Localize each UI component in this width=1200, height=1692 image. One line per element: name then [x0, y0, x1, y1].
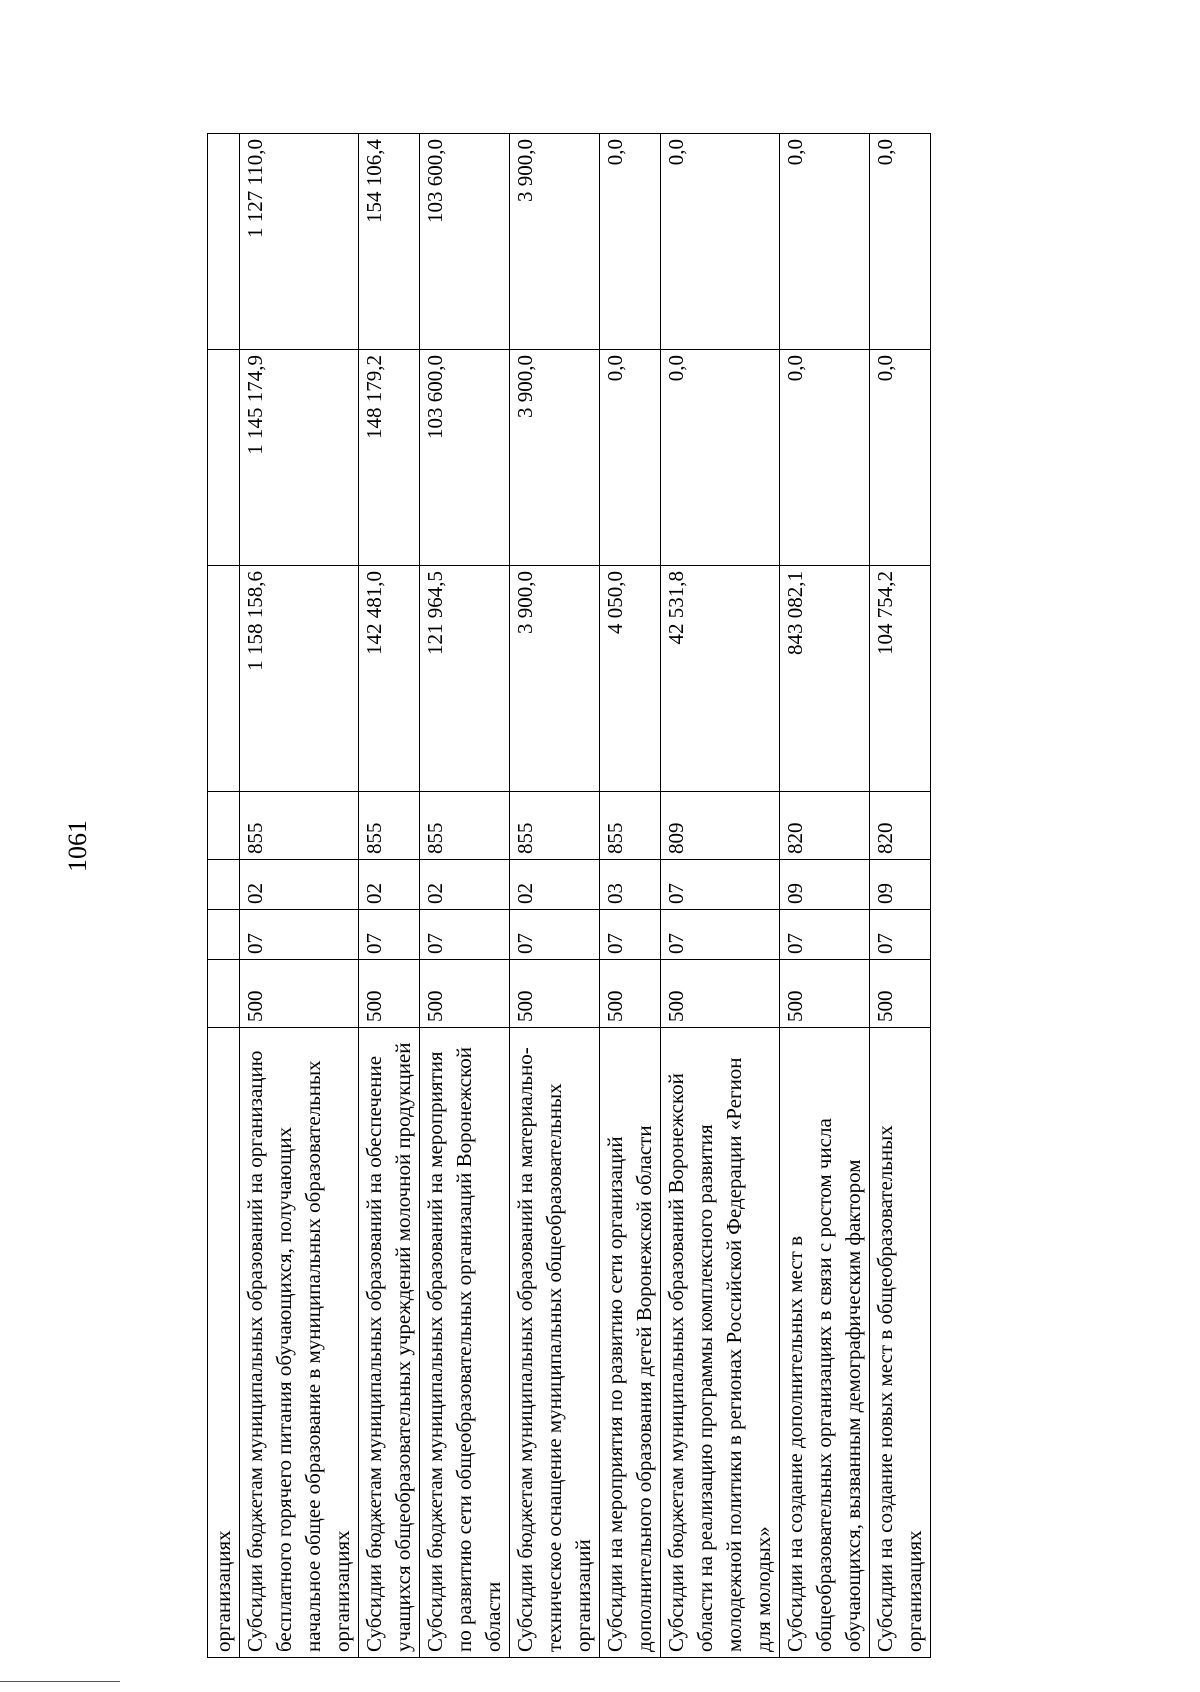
budget-table-body — [208, 134, 931, 1658]
cell-subsection: 09 — [780, 860, 870, 910]
cell-year-3: 154 106,4 — [359, 134, 420, 350]
table-row — [510, 134, 600, 1658]
cell-section: 07 — [510, 910, 600, 960]
cell-name: Субсидии на создание дополнительных мест в общеобразовательных организациях в связи с ростом числа обучающихся, вызванным демографическим фактором — [780, 1028, 870, 1658]
cell-name: Субсидии бюджетам муниципальных образований на обеспечение учащихся общеобразовательных учреждений молочной продукцией — [359, 1028, 420, 1658]
cell-section — [208, 910, 240, 960]
cell-subsection: 02 — [359, 860, 420, 910]
cell-expense-type: 855 — [420, 792, 510, 860]
cell-year-2: 3 900,0 — [510, 350, 600, 566]
cell-year-3: 1 127 110,0 — [240, 134, 359, 350]
cell-name: Субсидии на мероприятия по развитию сети организаций дополнительного образования детей Воронежской области — [600, 1028, 661, 1658]
table-row — [780, 134, 870, 1658]
cell-year-2: 103 600,0 — [420, 350, 510, 566]
cell-year-1: 42 531,8 — [661, 566, 780, 792]
table-row — [870, 134, 931, 1658]
cell-expense-type: 820 — [870, 792, 931, 860]
cell-admin: 500 — [359, 960, 420, 1028]
cell-year-3 — [208, 134, 240, 350]
cell-year-3: 0,0 — [600, 134, 661, 350]
footer-rule — [0, 1681, 120, 1682]
cell-name: Субсидии бюджетам муниципальных образований на материально-техническое оснащение муниципальных общеобразовательных организаций — [510, 1028, 600, 1658]
cell-year-3: 0,0 — [870, 134, 931, 350]
cell-expense-type: 809 — [661, 792, 780, 860]
cell-subsection: 07 — [661, 860, 780, 910]
cell-expense-type: 855 — [600, 792, 661, 860]
page-number-text: 1061 — [63, 820, 92, 872]
cell-section: 07 — [870, 910, 931, 960]
cell-year-1: 142 481,0 — [359, 566, 420, 792]
cell-year-3: 0,0 — [780, 134, 870, 350]
cell-subsection: 02 — [510, 860, 600, 910]
table-row — [359, 134, 420, 1658]
cell-subsection: 02 — [240, 860, 359, 910]
table-rotator — [207, 134, 1085, 1658]
cell-year-2: 0,0 — [780, 350, 870, 566]
cell-name: организациях — [208, 1028, 240, 1658]
cell-expense-type — [208, 792, 240, 860]
cell-subsection — [208, 860, 240, 910]
cell-year-2: 0,0 — [870, 350, 931, 566]
cell-year-1: 121 964,5 — [420, 566, 510, 792]
cell-year-2 — [208, 350, 240, 566]
table-row — [240, 134, 359, 1658]
table-row — [420, 134, 510, 1658]
cell-admin: 500 — [240, 960, 359, 1028]
cell-admin: 500 — [661, 960, 780, 1028]
cell-year-1: 104 754,2 — [870, 566, 931, 792]
cell-admin: 500 — [870, 960, 931, 1028]
cell-subsection: 09 — [870, 860, 931, 910]
cell-year-3: 0,0 — [661, 134, 780, 350]
cell-year-1 — [208, 566, 240, 792]
cell-year-2: 1 145 174,9 — [240, 350, 359, 566]
cell-name: Субсидии бюджетам муниципальных образований на мероприятия по развитию сети общеобразовательных организаций Воронежской области — [420, 1028, 510, 1658]
cell-year-2: 148 179,2 — [359, 350, 420, 566]
cell-section: 07 — [600, 910, 661, 960]
cell-year-2: 0,0 — [600, 350, 661, 566]
cell-year-3: 3 900,0 — [510, 134, 600, 350]
cell-section: 07 — [359, 910, 420, 960]
cell-subsection: 03 — [600, 860, 661, 910]
cell-expense-type: 855 — [240, 792, 359, 860]
cell-expense-type: 820 — [780, 792, 870, 860]
cell-expense-type: 855 — [510, 792, 600, 860]
cell-subsection: 02 — [420, 860, 510, 910]
cell-name: Субсидии на создание новых мест в общеобразовательных организациях — [870, 1028, 931, 1658]
cell-section: 07 — [240, 910, 359, 960]
budget-table — [207, 133, 931, 1658]
cell-name: Субсидии бюджетам муниципальных образований Воронежской области на реализацию программы комплексного развития молодежной политики в регионах Российской Федерации «Регион для молодых» — [661, 1028, 780, 1658]
cell-year-1: 1 158 158,6 — [240, 566, 359, 792]
cell-year-3: 103 600,0 — [420, 134, 510, 350]
cell-admin: 500 — [780, 960, 870, 1028]
table-row — [600, 134, 661, 1658]
cell-year-1: 4 050,0 — [600, 566, 661, 792]
cell-year-1: 3 900,0 — [510, 566, 600, 792]
cell-name: Субсидии бюджетам муниципальных образований на организацию бесплатного горячего питания обучающихся, получающих начальное общее образование в муниципальных образовательных организациях — [240, 1028, 359, 1658]
table-row — [661, 134, 780, 1658]
cell-section: 07 — [780, 910, 870, 960]
cell-section: 07 — [661, 910, 780, 960]
cell-year-2: 0,0 — [661, 350, 780, 566]
cell-expense-type: 855 — [359, 792, 420, 860]
cell-year-1: 843 082,1 — [780, 566, 870, 792]
cell-section: 07 — [420, 910, 510, 960]
cell-admin: 500 — [420, 960, 510, 1028]
cell-admin: 500 — [600, 960, 661, 1028]
cell-admin — [208, 960, 240, 1028]
table-row — [208, 134, 240, 1658]
cell-admin: 500 — [510, 960, 600, 1028]
